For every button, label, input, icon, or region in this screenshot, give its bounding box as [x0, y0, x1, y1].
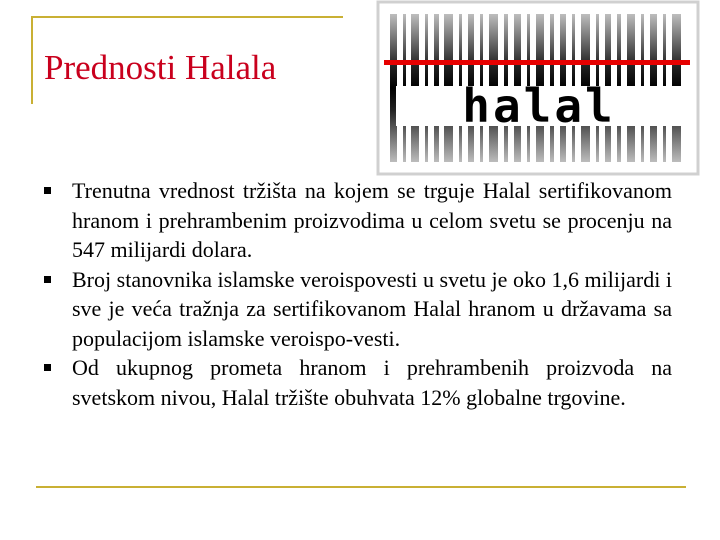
list-item: [40, 353, 672, 412]
svg-text:halal: halal: [462, 79, 616, 133]
slide-title: Prednosti Halala: [44, 48, 277, 87]
list-item: [40, 176, 672, 265]
list-item: [40, 265, 672, 354]
bullet-text: Broj stanovnika islamske veroispovesti u svetu je oko 1,6 milijardi i sve je veća tražnja za sertifikovanom Halal hranom u državama sa populacijom islamske veroispo-vesti.: [72, 266, 672, 351]
top-decorative-line: [31, 16, 343, 18]
left-decorative-line: [31, 16, 33, 104]
square-bullet-icon: [44, 364, 51, 371]
bullet-list: [40, 176, 672, 412]
halal-barcode-logo-icon: [376, 0, 700, 176]
bottom-decorative-line: [36, 486, 686, 488]
bullet-content: [40, 176, 672, 412]
bullet-text: Trenutna vrednost tržišta na kojem se trguje Halal sertifikovanom hranom i prehrambenim proizvodima u celom svetu se procenju na 547 milijardi dolara.: [72, 178, 672, 262]
square-bullet-icon: [44, 276, 51, 283]
square-bullet-icon: [44, 187, 51, 194]
bullet-text: Od ukupnog prometa hranom i prehrambenih proizvoda na svetskom nivou, Halal tržište obuhvata 12% globalne trgovine.: [72, 355, 672, 410]
